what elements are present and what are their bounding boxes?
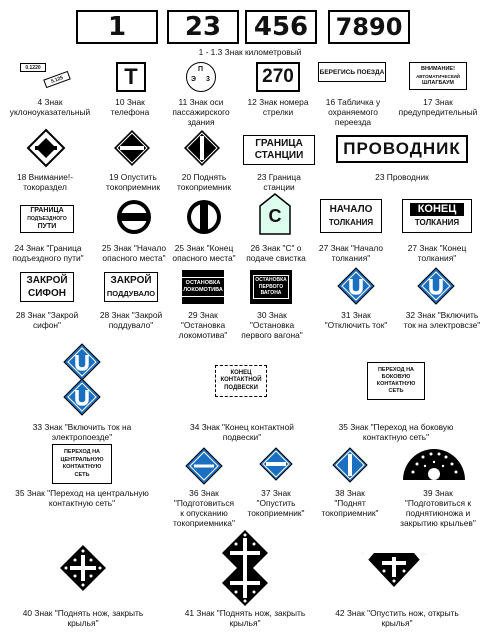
caption-27a: 27 Знак "Начало толкания"	[318, 243, 384, 263]
caption-29: 29 Знак "Остановка локомотива"	[178, 310, 228, 340]
close-siphon-sign	[20, 272, 74, 302]
axis-left-letter: Э	[191, 76, 196, 83]
caption-34: 34 Знак "Конец контактной подвески"	[190, 422, 294, 442]
blower-line-2: ПОДДУВАЛО	[106, 289, 156, 298]
caption-23a: 23 Граница станции	[257, 172, 301, 192]
wagon-line-3: ВАГОНА	[260, 290, 282, 297]
side-line-2: БОКОВУЮ	[381, 374, 411, 380]
caption-28a: 28 Знак "Закрой сифон"	[15, 310, 79, 330]
prepare-lower-diamond	[186, 448, 222, 484]
wagon-line-2: ПЕРВОГО	[258, 283, 284, 290]
caption-4: 4 Знак уклоноуказательный	[9, 97, 91, 117]
side-line-4: СЕТЬ	[388, 388, 404, 394]
caption-23b: 23 Проводник	[375, 172, 429, 182]
current-off-diamond	[338, 268, 374, 304]
caption-11: 11 Знак оси пассажирского здания	[172, 97, 230, 127]
push-start-line-2: ТОЛКАНИЯ	[328, 218, 374, 227]
current-on-loco-diamond	[418, 268, 454, 304]
caption-1: 1 - 1.3 Знак километровый	[198, 47, 302, 57]
switch-number-sign: 270	[256, 62, 300, 92]
wagon-line-1: ОСТАНОВКА	[255, 277, 287, 284]
center-line-2: ЦЕНТРАЛЬНУЮ	[60, 456, 104, 463]
km-sign-23: 23	[167, 10, 239, 44]
caption-26: 26 Знак "С" о подаче свистка	[246, 243, 306, 263]
caption-28b: 28 Знак "Закрой поддувало"	[99, 310, 163, 330]
close-blower-sign	[104, 272, 158, 302]
caption-16: 16 Табличка у охраняемого переезда	[325, 97, 381, 127]
warning-line-3: ШЛАГБАУМ	[422, 79, 454, 86]
caption-17: 17 Знак предупредительный	[398, 97, 478, 117]
axis-top-letter: П	[198, 66, 204, 73]
warning-sign	[409, 62, 467, 90]
side-line-3: КОНТАКТНУЮ	[376, 381, 416, 387]
siding-line-1: ГРАНИЦА	[30, 207, 64, 214]
caption-39: 39 Знак "Подготовиться к поднятиюножа и закрытию крыльев"	[400, 488, 476, 528]
current-on-train-diamond-bottom	[64, 379, 100, 415]
caption-10: 10 Знак телефона	[110, 97, 150, 117]
caption-24: 24 Знак "Граница подъездного пути"	[12, 243, 84, 263]
caption-35a: 35 Знак "Переход на боковую контактную сеть"	[338, 422, 454, 442]
center-line-1: ПЕРЕХОД НА	[63, 449, 101, 455]
km-sign-1: 1	[76, 10, 158, 44]
caption-18: 18 Внимание!- токораздел	[16, 172, 74, 192]
station-line-1: ГРАНИЦА	[255, 138, 303, 149]
catenary-end-line-1: КОНЕЦ	[230, 369, 252, 376]
caption-25a: 25 Знак "Начало опасного места"	[101, 243, 167, 263]
station-line-2: СТАНЦИИ	[254, 150, 304, 161]
axis-right-letter: 3	[206, 76, 210, 83]
caption-33: 33 Знак "Включить ток на электропоезде"	[32, 422, 132, 442]
caption-31: 31 Знак "Отключить ток"	[324, 310, 388, 330]
center-line-3: КОНТАКТНУЮ	[62, 464, 102, 470]
warning-line-1: ВНИМАНИЕ!	[421, 65, 455, 72]
push-start-line-1: НАЧАЛО	[329, 204, 373, 215]
station-border-sign	[243, 135, 315, 165]
catenary-end-sign	[215, 365, 267, 397]
lower-diamond	[260, 448, 292, 480]
whistle-letter: С	[268, 206, 282, 226]
push-end-line-1: КОНЕЦ	[410, 203, 465, 216]
conductor-sign: ПРОВОДНИК	[336, 135, 468, 163]
side-catenary-sign	[367, 362, 425, 400]
phone-sign: Т	[116, 62, 146, 92]
siding-border-sign	[20, 205, 74, 233]
caption-40: 40 Знак "Поднять нож, закрыть крылья"	[22, 608, 144, 628]
caption-37: 37 Знак "Опустить токоприемник"	[247, 488, 305, 518]
crossing-plate: БЕРЕГИСЬ ПОЕЗДА	[318, 62, 386, 82]
push-start-sign	[320, 199, 382, 233]
loco-line-2: ЛОКОМОТИВА	[183, 287, 223, 293]
raise-knife-double-diamond	[222, 530, 268, 606]
caption-38: 38 Знак "Поднят токоприемник"	[321, 488, 379, 518]
caption-35b: 35 Знак "Переход на центральную контактную сеть"	[15, 488, 149, 508]
lower-pantograph-diamond	[114, 130, 150, 166]
caption-32: 32 Знак "Включить ток на электровсзе"	[403, 310, 481, 330]
caption-36: 36 Знак "Подготовиться к опусканию токоприемника"	[173, 488, 235, 528]
center-line-4: СЕТЬ	[74, 471, 90, 478]
side-line-1: ПЕРЕХОД НА	[377, 367, 415, 373]
km-sign-7890: 7890	[328, 10, 410, 44]
caption-20: 20 Поднять токоприемник	[176, 172, 232, 192]
push-end-line-2: ТОЛКАНИЯ	[414, 218, 460, 227]
blower-line-1: ЗАКРОЙ	[110, 275, 152, 286]
siding-line-2: ПОДЪЕЗДНОГО	[27, 216, 67, 222]
caption-42: 42 Знак "Опустить нож, открыть крылья"	[335, 608, 459, 628]
axis-sign	[186, 62, 216, 92]
km-sign-456: 456	[245, 10, 317, 44]
caption-27b: 27 Знак "Конец толкания"	[407, 243, 467, 263]
caption-19: 19 Опустить токоприемник	[105, 172, 161, 192]
grade-sign	[20, 63, 80, 87]
grade-right-plate: 5.125	[43, 71, 71, 88]
danger-start-sign	[116, 199, 152, 235]
caption-41: 41 Знак "Поднять нож, закрыть крылья"	[184, 608, 306, 628]
prepare-knife-sign	[401, 446, 467, 482]
caption-25b: 25 Знак "Конец опасного места"	[172, 243, 236, 263]
catenary-end-line-2: КОНТАКТНОЙ	[220, 377, 262, 384]
wagon-stop-sign	[250, 270, 292, 304]
caption-30: 30 Знак "Остановка первого вагона"	[241, 310, 303, 340]
whistle-sign	[258, 192, 292, 236]
siding-line-3: ПУТИ	[37, 223, 57, 230]
lower-knife-triangle	[362, 553, 426, 589]
push-end-sign	[402, 199, 472, 233]
loco-stop-sign	[182, 270, 224, 304]
caption-12: 12 Знак номера стрелки	[247, 97, 309, 117]
raise-knife-diamond	[60, 545, 106, 591]
siphon-line-2: СИФОН	[28, 288, 66, 299]
warning-line-2: АВТОМАТИЧЕСКИЙ	[416, 73, 460, 79]
sectioning-diamond	[28, 130, 64, 166]
current-on-train-diamond-top	[64, 344, 100, 380]
danger-end-sign	[186, 199, 222, 235]
central-catenary-sign	[52, 444, 112, 484]
raised-diamond	[333, 448, 367, 482]
grade-left-plate: 0.1220	[20, 63, 46, 72]
catenary-end-line-3: ПОДВЕСКИ	[224, 384, 258, 391]
raise-pantograph-diamond	[184, 130, 220, 166]
loco-line-1: ОСТАНОВКА	[185, 280, 221, 286]
siphon-line-1: ЗАКРОЙ	[26, 275, 68, 286]
